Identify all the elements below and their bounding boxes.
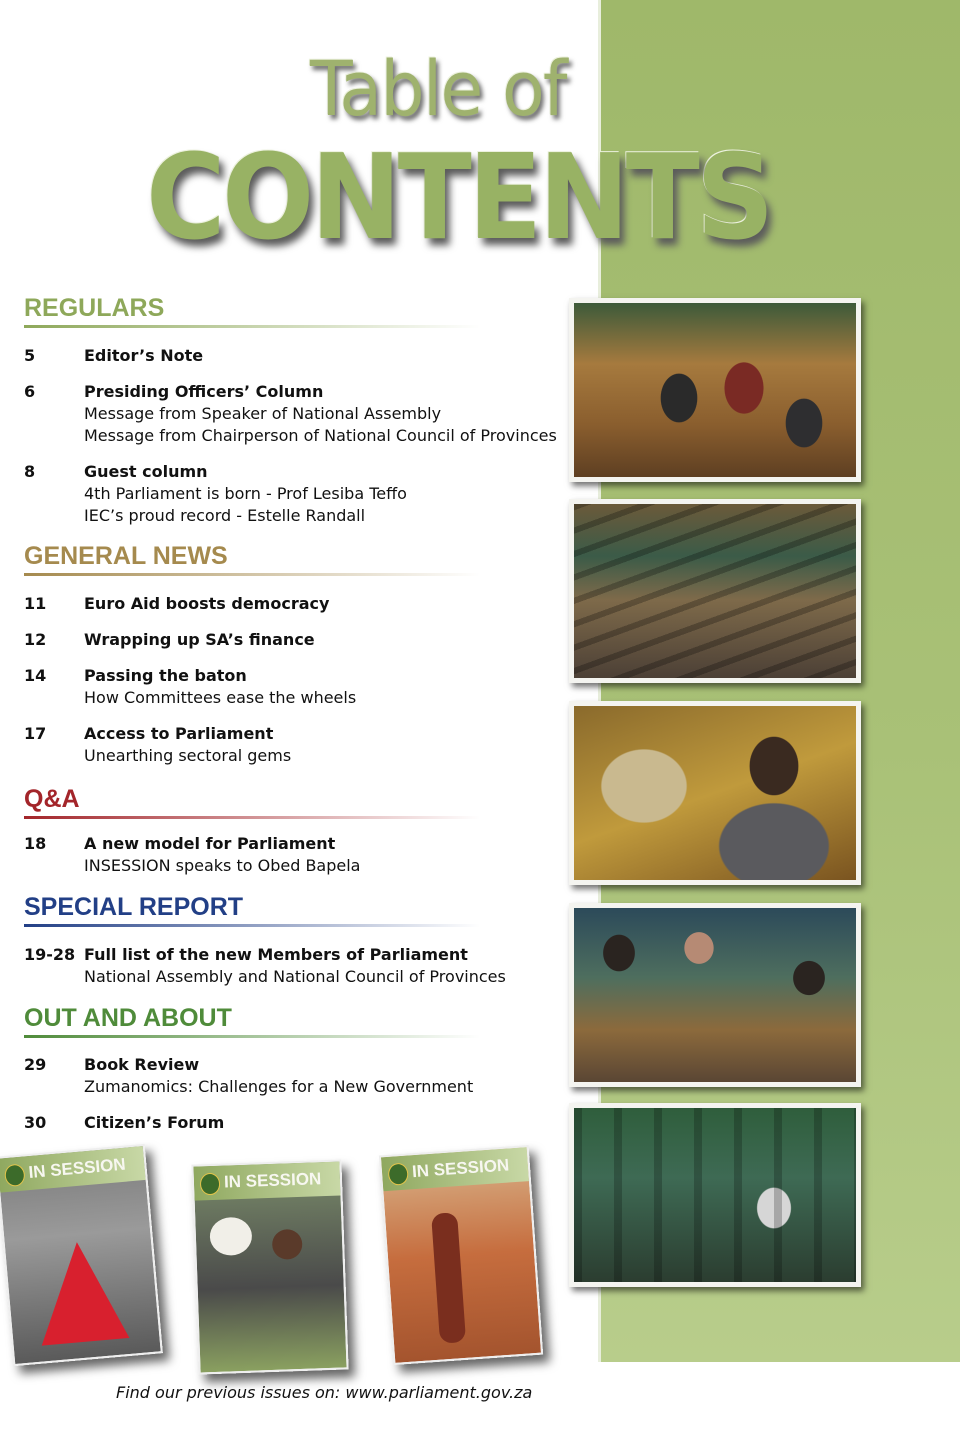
page-number: 29 xyxy=(24,1055,47,1074)
page-title-line2: CONTENTS xyxy=(146,128,771,266)
entry-subtitle: 4th Parliament is born - Prof Lesiba Teffo xyxy=(84,484,407,503)
page-number: 18 xyxy=(24,834,47,853)
entry-subtitle: IEC’s proud record - Estelle Randall xyxy=(84,506,366,525)
section-rule xyxy=(24,816,480,819)
entry-subtitle: National Assembly and National Council of Provinces xyxy=(84,967,506,986)
page-number: 12 xyxy=(24,630,47,649)
section-rule xyxy=(24,573,480,576)
page-number: 17 xyxy=(24,724,47,743)
entry-title: A new model for Parliament xyxy=(84,834,336,853)
section-rule xyxy=(24,325,480,328)
entry-subtitle: Message from Chairperson of National Council of Provinces xyxy=(84,426,557,445)
entry-subtitle: INSESSION speaks to Obed Bapela xyxy=(84,856,361,875)
cover-masthead: IN SESSION xyxy=(193,1162,340,1201)
photo-parliament-5 xyxy=(569,1103,861,1287)
section-rule xyxy=(24,1035,480,1038)
page-title-line1: Table of xyxy=(310,44,566,133)
entry-subtitle: Zumanomics: Challenges for a New Government xyxy=(84,1077,474,1096)
page-number: 8 xyxy=(24,462,36,481)
entry-title: Guest column xyxy=(84,462,208,481)
entry-title: Euro Aid boosts democracy xyxy=(84,594,330,613)
red-carpet-graphic xyxy=(33,1238,129,1345)
section-heading-special-report: SPECIAL REPORT xyxy=(24,893,244,921)
section-heading-general-news: GENERAL NEWS xyxy=(24,542,228,570)
cover-masthead: IN SESSION xyxy=(0,1146,146,1193)
footer-note: Find our previous issues on: www.parliament.gov.za xyxy=(116,1383,533,1402)
page-number: 6 xyxy=(24,382,36,401)
entry-title: Passing the baton xyxy=(84,666,247,685)
previous-issue-cover-2[interactable] xyxy=(191,1159,348,1374)
entry-title: Access to Parliament xyxy=(84,724,274,743)
photo-parliament-4 xyxy=(569,903,861,1087)
entry-title: Book Review xyxy=(84,1055,200,1074)
page-number: 19-28 xyxy=(24,945,76,964)
entry-subtitle: Message from Speaker of National Assembly xyxy=(84,404,442,423)
page-number: 30 xyxy=(24,1113,47,1132)
page-number: 5 xyxy=(24,346,36,365)
page-number: 11 xyxy=(24,594,47,613)
photo-parliament-1 xyxy=(569,298,861,482)
previous-issue-cover-3[interactable] xyxy=(379,1145,543,1365)
entry-subtitle: How Committees ease the wheels xyxy=(84,688,357,707)
entry-title: Wrapping up SA’s finance xyxy=(84,630,315,649)
section-heading-qa: Q&A xyxy=(24,785,80,813)
entry-title: Full list of the new Members of Parliament xyxy=(84,945,468,964)
person-graphic xyxy=(272,1229,303,1260)
entry-title: Editor’s Note xyxy=(84,346,204,365)
page-number: 14 xyxy=(24,666,47,685)
entry-subtitle: Unearthing sectoral gems xyxy=(84,746,292,765)
statue-graphic xyxy=(431,1212,466,1343)
cover-masthead: IN SESSION xyxy=(381,1147,529,1191)
entry-title: Citizen’s Forum xyxy=(84,1113,225,1132)
entry-title: Presiding Officers’ Column xyxy=(84,382,324,401)
photo-parliament-2 xyxy=(569,499,861,683)
previous-issue-cover-1[interactable] xyxy=(0,1144,163,1366)
hat-graphic xyxy=(209,1217,252,1256)
section-heading-out-and-about: OUT AND ABOUT xyxy=(24,1004,232,1032)
section-heading-regulars: REGULARS xyxy=(24,294,165,322)
section-rule xyxy=(24,924,480,927)
photo-parliament-3 xyxy=(569,701,861,885)
